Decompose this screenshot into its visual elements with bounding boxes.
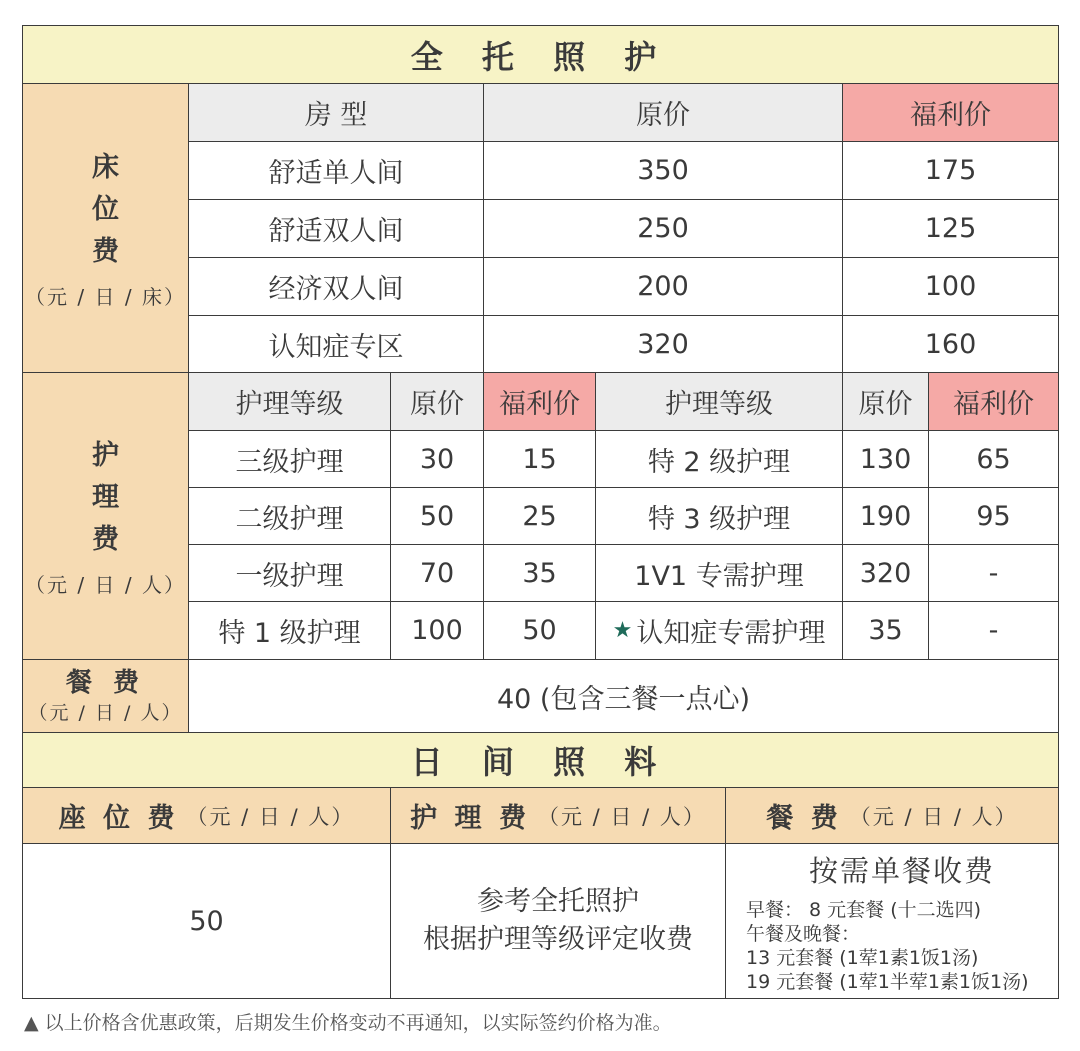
bed-row-4-original: 320 xyxy=(484,316,843,373)
nursing-left-row-3-level: 一级护理 xyxy=(189,545,391,602)
meal-fee-label xyxy=(22,660,189,733)
bed-fee-char-2: 位 xyxy=(92,193,119,225)
day-meal-value xyxy=(726,844,1059,999)
day-meal-line-2: 午餐及晚餐： xyxy=(746,922,861,945)
bed-row-3-room: 经济双人间 xyxy=(189,258,484,316)
day-nursing-header-label: 护 理 费 xyxy=(410,803,530,834)
bed-row-2-welfare: 125 xyxy=(843,200,1059,258)
day-seat-value: 50 xyxy=(22,844,391,999)
bed-row-1-original: 350 xyxy=(484,142,843,200)
nursing-fee-char-2: 理 xyxy=(92,481,119,513)
nursing-left-row-1-level: 三级护理 xyxy=(189,431,391,488)
meal-fee-value: 40 (包含三餐一点心) xyxy=(189,660,1059,733)
nursing-right-row-1-original: 130 xyxy=(843,431,929,488)
nursing-right-row-4-level: 认知症专需护理 xyxy=(636,618,826,649)
nursing-left-row-1-original: 30 xyxy=(391,431,484,488)
nursing-left-row-1-welfare: 15 xyxy=(484,431,596,488)
nursing-right-row-2-level: 特 3 级护理 xyxy=(596,488,843,545)
day-meal-line-3: 13 元套餐 (1荤1素1饭1汤) xyxy=(746,946,979,969)
day-meal-line-1: 早餐： 8 元套餐 (十二选四) xyxy=(746,898,982,921)
day-meal-header-label: 餐 费 xyxy=(766,803,842,834)
nursing-right-row-4-level-cell xyxy=(596,602,843,660)
nursing-left-row-2-original: 50 xyxy=(391,488,484,545)
nursing-left-header-level: 护理等级 xyxy=(189,373,391,431)
nursing-left-header-original: 原价 xyxy=(391,373,484,431)
bed-row-1-room: 舒适单人间 xyxy=(189,142,484,200)
nursing-right-row-3-welfare: - xyxy=(929,545,1059,602)
day-nursing-value xyxy=(391,844,726,999)
bed-fee-label xyxy=(22,84,189,373)
day-seat-header-label: 座 位 费 xyxy=(58,803,179,834)
bed-row-2-room: 舒适双人间 xyxy=(189,200,484,258)
day-seat-header xyxy=(22,788,391,844)
bed-row-3-original: 200 xyxy=(484,258,843,316)
nursing-right-row-1-welfare: 65 xyxy=(929,431,1059,488)
nursing-left-row-3-welfare: 35 xyxy=(484,545,596,602)
bed-row-4-welfare: 160 xyxy=(843,316,1059,373)
day-nursing-line-2: 根据护理等级评定收费 xyxy=(423,924,693,955)
full-care-title: 全 托 照 护 xyxy=(22,25,1059,84)
nursing-left-header-welfare: 福利价 xyxy=(484,373,596,431)
day-meal-line-4: 19 元套餐 (1荤1半荤1素1饭1汤) xyxy=(746,970,1029,993)
bed-fee-char-1: 床 xyxy=(92,151,119,183)
nursing-right-header-original: 原价 xyxy=(843,373,929,431)
nursing-right-header-welfare: 福利价 xyxy=(929,373,1059,431)
nursing-left-row-4-level: 特 1 级护理 xyxy=(189,602,391,660)
nursing-fee-char-1: 护 xyxy=(92,439,119,471)
meal-fee-unit: （元 / 日 / 人） xyxy=(28,701,183,724)
nursing-fee-char-3: 费 xyxy=(92,523,119,555)
day-nursing-header-unit: （元 / 日 / 人） xyxy=(537,804,706,829)
day-meal-title: 按需单餐收费 xyxy=(808,853,995,888)
bed-row-4-room: 认知症专区 xyxy=(189,316,484,373)
day-nursing-line-1: 参考全托照护 xyxy=(477,886,639,917)
nursing-left-row-4-original: 100 xyxy=(391,602,484,660)
bed-fee-char-3: 费 xyxy=(92,235,119,267)
price-note: ▲ 以上价格含优惠政策，后期发生价格变动不再通知，以实际签约价格为准。 xyxy=(24,1012,672,1034)
star-icon: ★ xyxy=(612,618,633,643)
bed-header-original: 原价 xyxy=(484,84,843,142)
nursing-fee-unit: （元 / 日 / 人） xyxy=(25,572,186,597)
meal-fee-label-text: 餐 费 xyxy=(65,667,146,698)
nursing-right-row-3-level: 1V1 专需护理 xyxy=(596,545,843,602)
nursing-right-row-4-welfare: - xyxy=(929,602,1059,660)
nursing-left-row-2-level: 二级护理 xyxy=(189,488,391,545)
nursing-left-row-2-welfare: 25 xyxy=(484,488,596,545)
nursing-right-row-1-level: 特 2 级护理 xyxy=(596,431,843,488)
bed-header-room: 房 型 xyxy=(189,84,484,142)
bed-row-3-welfare: 100 xyxy=(843,258,1059,316)
day-care-title: 日 间 照 料 xyxy=(22,733,1059,788)
nursing-right-row-2-welfare: 95 xyxy=(929,488,1059,545)
bed-row-2-original: 250 xyxy=(484,200,843,258)
bed-fee-unit: （元 / 日 / 床） xyxy=(25,284,186,309)
nursing-right-row-4-original: 35 xyxy=(843,602,929,660)
day-meal-header-unit: （元 / 日 / 人） xyxy=(849,804,1018,829)
day-nursing-header xyxy=(391,788,726,844)
nursing-fee-label xyxy=(22,373,189,660)
nursing-left-row-4-welfare: 50 xyxy=(484,602,596,660)
bed-row-1-welfare: 175 xyxy=(843,142,1059,200)
nursing-right-header-level: 护理等级 xyxy=(596,373,843,431)
day-seat-header-unit: （元 / 日 / 人） xyxy=(186,804,355,829)
nursing-right-row-3-original: 320 xyxy=(843,545,929,602)
nursing-left-row-3-original: 70 xyxy=(391,545,484,602)
nursing-right-row-2-original: 190 xyxy=(843,488,929,545)
day-meal-header xyxy=(726,788,1059,844)
bed-header-welfare: 福利价 xyxy=(843,84,1059,142)
